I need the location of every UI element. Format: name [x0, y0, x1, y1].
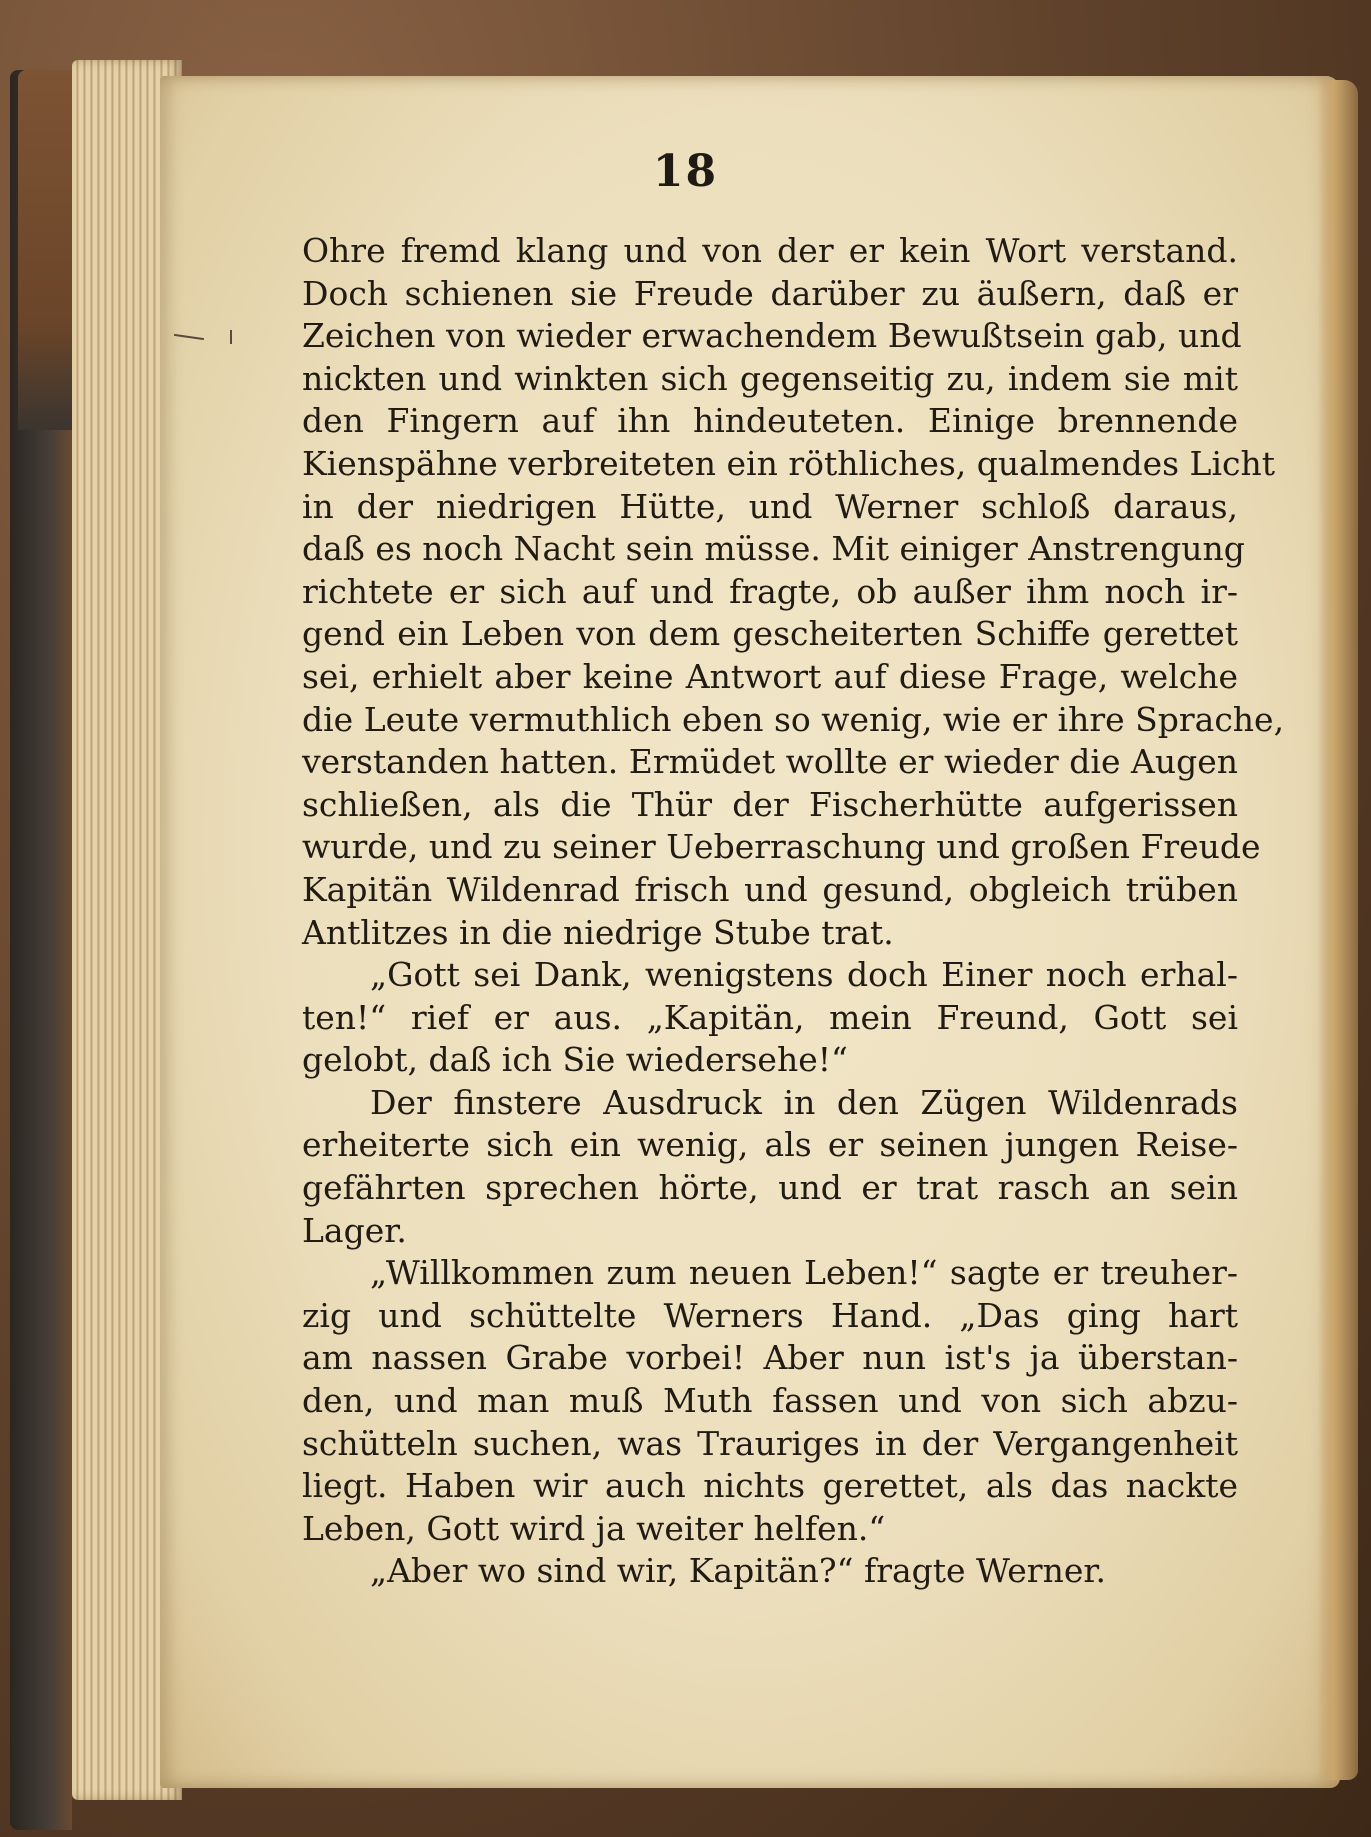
text-line: sei, erhielt aber keine Antwort auf diese Frage, welche	[302, 656, 1238, 696]
text-line: Antlitzes in die niedrige Stube trat.	[302, 912, 894, 952]
text-line: den, und man muß Muth fassen und von sich abzu-	[302, 1381, 1238, 1421]
spine-leather-patch	[18, 70, 73, 430]
margin-marks	[170, 330, 240, 350]
text-line: zig und schüttelte Werners Hand. „Das ging hart	[302, 1295, 1238, 1335]
text-line: gend ein Leben von dem gescheiterten Schiffe gerettet	[302, 614, 1238, 654]
text-line: „Aber wo sind wir, Kapitän?“ fragte Werner.	[370, 1551, 1107, 1591]
text-line: die Leute vermuthlich eben so wenig, wie er ihre Sprache,	[302, 699, 1285, 739]
text-line: den Fingern auf ihn hindeuteten. Einige brennende	[302, 401, 1238, 441]
text-line: schütteln suchen, was Trauriges in der Vergangenheit	[302, 1423, 1238, 1463]
text-line: schließen, als die Thür der Fischerhütte aufgerissen	[302, 784, 1238, 824]
text-line: erheiterte sich ein wenig, als er seinen jungen Reise-	[302, 1125, 1238, 1165]
text-line: Kapitän Wildenrad frisch und gesund, obgleich trüben	[302, 869, 1238, 909]
text-line: daß es noch Nacht sein müsse. Mit einiger Anstrengung	[302, 529, 1245, 569]
text-line: nickten und winkten sich gegenseitig zu, indem sie mit	[302, 358, 1238, 398]
text-line: Doch schienen sie Freude darüber zu äußern, daß er	[302, 273, 1238, 313]
text-line: Zeichen von wieder erwachendem Bewußtsein gab, und	[302, 316, 1242, 356]
page-gutter	[1318, 80, 1358, 1780]
text-line: richtete er sich auf und fragte, ob außer ihm noch ir-	[302, 571, 1238, 611]
text-line: Der finstere Ausdruck in den Zügen Wildenrads	[370, 1082, 1238, 1122]
text-line: verstanden hatten. Ermüdet wollte er wieder die Augen	[302, 742, 1238, 782]
text-line: am nassen Grabe vorbei! Aber nun ist's ja überstan-	[302, 1338, 1238, 1378]
page-body-text	[302, 230, 1285, 1593]
text-line: „Willkommen zum neuen Leben!“ sagte er treuher-	[370, 1253, 1238, 1293]
text-line: gefährten sprechen hörte, und er trat rasch an sein	[302, 1168, 1238, 1208]
margin-tick-mark	[230, 330, 232, 344]
page-number: 18	[652, 146, 719, 197]
text-line: liegt. Haben wir auch nichts gerettet, als das nackte	[302, 1466, 1238, 1506]
text-line: Lager.	[302, 1210, 407, 1250]
margin-dash-mark	[174, 334, 204, 340]
text-line: „Gott sei Dank, wenigstens doch Einer noch erhal-	[370, 955, 1238, 995]
text-line: gelobt, daß ich Sie wiedersehe!“	[302, 1040, 848, 1080]
text-line: Ohre fremd klang und von der er kein Wort verstand.	[302, 231, 1238, 270]
text-line: in der niedrigen Hütte, und Werner schloß daraus,	[302, 486, 1238, 526]
text-line: Leben, Gott wird ja weiter helfen.“	[302, 1508, 886, 1548]
text-line: ten!“ rief er aus. „Kapitän, mein Freund, Gott sei	[302, 997, 1238, 1037]
text-line: Kienspähne verbreiteten ein röthliches, qualmendes Licht	[302, 443, 1276, 483]
text-line: wurde, und zu seiner Ueberraschung und großen Freude	[302, 827, 1261, 867]
